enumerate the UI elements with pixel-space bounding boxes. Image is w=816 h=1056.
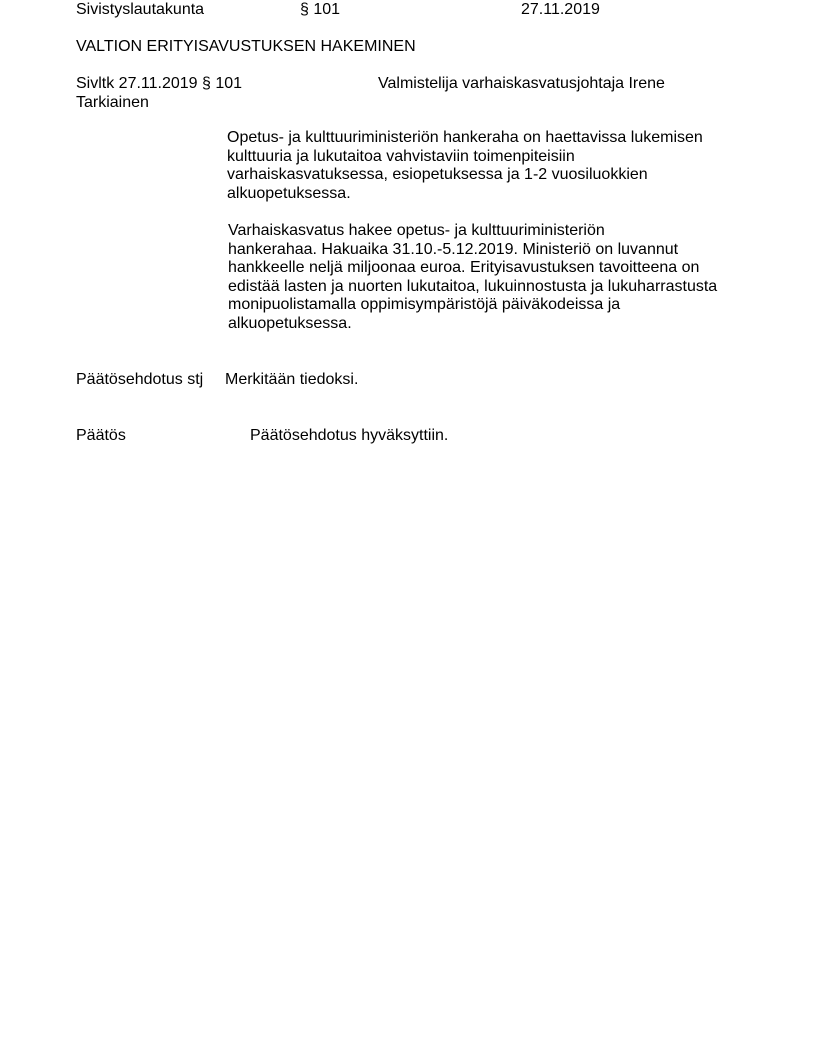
decision-label: Päätös — [76, 427, 126, 444]
meeting-date: 27.11.2019 — [521, 1, 600, 18]
paragraph-line: alkuopetuksessa. — [228, 314, 352, 332]
section-number: § 101 — [300, 1, 341, 18]
paragraph-line: edistää lasten ja nuorten lukutaitoa, lukuinnostusta ja lukuharrastusta — [228, 277, 718, 295]
paragraph-line: monipuolistamalla oppimisympäristöjä päiväkodeissa ja — [228, 296, 621, 314]
preparer-name-continuation: Tarkiainen — [76, 94, 149, 111]
paragraph-line: Varhaiskasvatus hakee opetus- ja kulttuuriministeriön — [228, 222, 605, 239]
paragraph-line: alkuopetuksessa. — [227, 184, 351, 202]
paragraph-line: Opetus- ja kulttuuriministeriön hankeraha on haettavissa lukemisen — [227, 129, 703, 146]
paragraph-line: kulttuuria ja lukutaitoa vahvistaviin toimenpiteisiin — [227, 147, 575, 165]
paragraph-line: hankerahaa. Hakuaika 31.10.-5.12.2019. Ministeriö on luvannut — [228, 240, 679, 258]
document-title: VALTION ERITYISAVUSTUKSEN HAKEMINEN — [76, 38, 416, 55]
proposal-label: Päätösehdotus stj — [76, 371, 204, 388]
paragraph-line: varhaiskasvatuksessa, esiopetuksessa ja 1-2 vuosiluokkien — [227, 166, 648, 184]
reference-line: Sivltk 27.11.2019 § 101 — [76, 75, 243, 92]
paragraph-line: hankkeelle neljä miljoonaa euroa. Erityisavustuksen tavoitteena on — [228, 259, 700, 277]
preparer-line: Valmistelija varhaiskasvatusjohtaja Irene — [378, 75, 665, 92]
committee-name: Sivistyslautakunta — [76, 1, 205, 18]
body-paragraph-2 — [228, 222, 717, 334]
body-paragraph-1 — [227, 129, 703, 203]
decision-text: Päätösehdotus hyväksyttiin. — [250, 427, 449, 444]
proposal-text: Merkitään tiedoksi. — [225, 371, 359, 388]
